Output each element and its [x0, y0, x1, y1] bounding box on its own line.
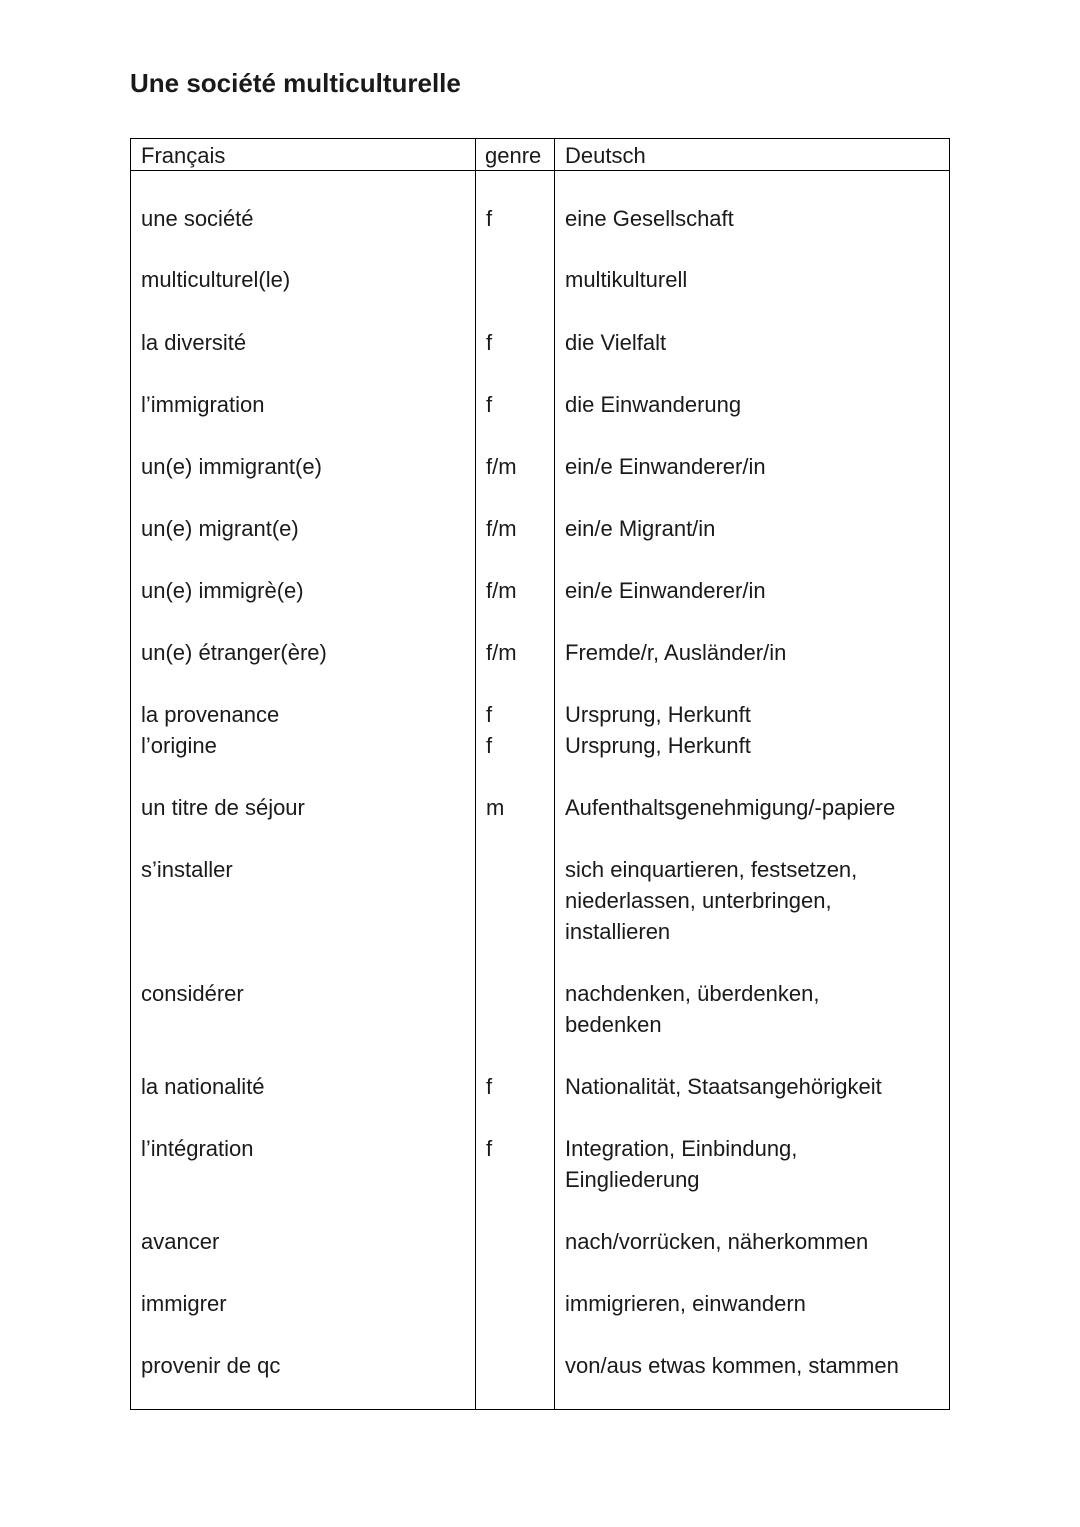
francais-cell-text: un(e) immigrè(e)	[141, 578, 304, 603]
francais-cell	[141, 513, 469, 544]
francais-cell	[141, 264, 469, 295]
genre-cell-text: f/m	[486, 516, 517, 541]
deutsch-cell-text: ein/e Einwanderer/in	[565, 578, 766, 603]
deutsch-cell-text: Aufenthaltsgenehmigung/-papiere	[565, 795, 896, 820]
deutsch-cell-text: bedenken	[565, 1012, 662, 1037]
deutsch-cell	[565, 854, 947, 947]
francais-cell-text: l’immigration	[141, 392, 265, 417]
genre-cell	[486, 637, 548, 668]
francais-cell	[141, 1071, 469, 1102]
genre-cell-text: f/m	[486, 578, 517, 603]
genre-cell	[486, 389, 548, 420]
deutsch-cell	[565, 575, 947, 606]
deutsch-cell-text: Ursprung, Herkunft	[565, 702, 751, 727]
deutsch-cell	[565, 389, 947, 420]
francais-cell	[141, 854, 469, 885]
deutsch-cell-text: ein/e Einwanderer/in	[565, 454, 766, 479]
genre-cell	[486, 451, 548, 482]
francais-cell	[141, 327, 469, 358]
deutsch-cell	[565, 1288, 947, 1319]
genre-cell-text: m	[486, 795, 505, 820]
deutsch-cell	[565, 1226, 947, 1257]
genre-cell-text: f	[486, 733, 493, 758]
deutsch-cell-text: Nationalität, Staatsangehörigkeit	[565, 1074, 882, 1099]
deutsch-cell	[565, 978, 947, 1040]
francais-cell	[141, 389, 469, 420]
francais-cell-text: considérer	[141, 981, 244, 1006]
deutsch-cell	[565, 451, 947, 482]
deutsch-cell-text: die Einwanderung	[565, 392, 742, 417]
francais-cell	[141, 203, 469, 234]
genre-cell	[486, 792, 548, 823]
deutsch-cell	[565, 699, 947, 761]
column-divider-genre	[475, 139, 476, 1409]
deutsch-cell	[565, 637, 947, 668]
deutsch-cell-text: Eingliederung	[565, 1167, 700, 1192]
genre-cell-text: f	[486, 330, 493, 355]
deutsch-cell-text: von/aus etwas kommen, stammen	[565, 1353, 899, 1378]
genre-cell-text: f	[486, 702, 493, 727]
deutsch-cell	[565, 513, 947, 544]
francais-cell	[141, 637, 469, 668]
francais-cell-text: un(e) immigrant(e)	[141, 454, 322, 479]
francais-cell	[141, 1133, 469, 1164]
francais-cell-text: immigrer	[141, 1291, 227, 1316]
genre-cell-text: f	[486, 206, 493, 231]
deutsch-cell-text: niederlassen, unterbringen,	[565, 888, 832, 913]
genre-cell	[486, 327, 548, 358]
deutsch-cell	[565, 327, 947, 358]
deutsch-cell-text: eine Gesellschaft	[565, 206, 734, 231]
vocabulary-table	[130, 138, 950, 1410]
genre-cell	[486, 699, 548, 761]
francais-cell	[141, 792, 469, 823]
deutsch-cell-text: Integration, Einbindung,	[565, 1136, 798, 1161]
genre-cell-text: f	[486, 392, 493, 417]
deutsch-cell-text: immigrieren, einwandern	[565, 1291, 806, 1316]
deutsch-cell	[565, 1350, 947, 1381]
francais-cell-text: un(e) étranger(ère)	[141, 640, 327, 665]
francais-cell-text: multiculturel(le)	[141, 267, 291, 292]
deutsch-cell-text: die Vielfalt	[565, 330, 667, 355]
francais-cell-text: la provenance	[141, 702, 280, 727]
deutsch-cell	[565, 1133, 947, 1195]
francais-cell	[141, 1288, 469, 1319]
deutsch-cell-text: Ursprung, Herkunft	[565, 733, 751, 758]
genre-cell-text: f/m	[486, 640, 517, 665]
deutsch-cell-text: multikulturell	[565, 267, 688, 292]
francais-cell	[141, 1350, 469, 1381]
francais-cell-text: l’intégration	[141, 1136, 254, 1161]
francais-cell-text: une société	[141, 206, 254, 231]
deutsch-cell-text: ein/e Migrant/in	[565, 516, 716, 541]
header-divider	[131, 170, 949, 171]
deutsch-cell	[565, 264, 947, 295]
genre-cell	[486, 575, 548, 606]
francais-cell-text: un titre de séjour	[141, 795, 305, 820]
francais-cell-text: l’origine	[141, 733, 217, 758]
header-francais: Français	[141, 143, 226, 168]
page-title: Une société multiculturelle	[130, 68, 461, 98]
francais-cell-text: provenir de qc	[141, 1353, 281, 1378]
genre-cell-text: f/m	[486, 454, 517, 479]
deutsch-cell-text: Fremde/r, Ausländer/in	[565, 640, 787, 665]
column-divider-deutsch	[554, 139, 555, 1409]
genre-cell-text: f	[486, 1074, 493, 1099]
deutsch-cell-text: nachdenken, überdenken,	[565, 981, 820, 1006]
francais-cell-text: s’installer	[141, 857, 233, 882]
genre-cell-text: f	[486, 1136, 493, 1161]
deutsch-cell-text: nach/vorrücken, näherkommen	[565, 1229, 869, 1254]
deutsch-cell	[565, 1071, 947, 1102]
francais-cell-text: un(e) migrant(e)	[141, 516, 299, 541]
francais-cell-text: la nationalité	[141, 1074, 265, 1099]
francais-cell-text: la diversité	[141, 330, 247, 355]
deutsch-cell	[565, 792, 947, 823]
francais-cell-text: avancer	[141, 1229, 220, 1254]
header-genre: genre	[485, 143, 542, 168]
francais-cell	[141, 575, 469, 606]
francais-cell	[141, 451, 469, 482]
francais-cell	[141, 699, 469, 761]
francais-cell	[141, 978, 469, 1009]
header-deutsch: Deutsch	[565, 143, 646, 168]
genre-cell	[486, 513, 548, 544]
francais-cell	[141, 1226, 469, 1257]
deutsch-cell-text: sich einquartieren, festsetzen,	[565, 857, 858, 882]
genre-cell	[486, 1071, 548, 1102]
genre-cell	[486, 1133, 548, 1164]
genre-cell	[486, 203, 548, 234]
deutsch-cell-text: installieren	[565, 919, 671, 944]
deutsch-cell	[565, 203, 947, 234]
